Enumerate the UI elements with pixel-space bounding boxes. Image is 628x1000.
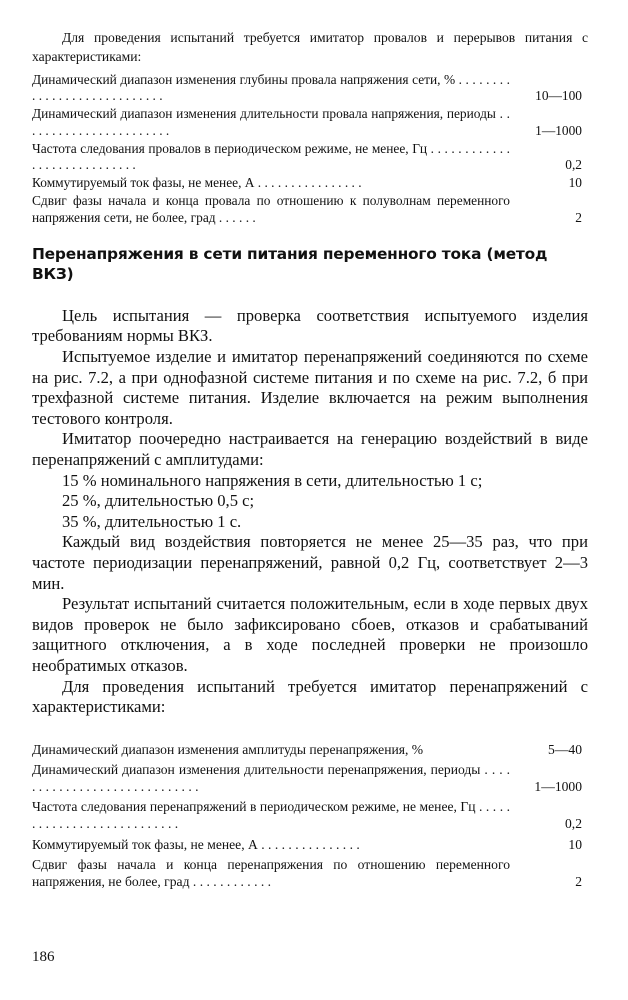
- page-number: 186: [32, 949, 55, 965]
- spec-label: Сдвиг фазы начала и конца провала по отношению к полуволнам переменного напряжения сети, не более, град . . . . . .: [32, 193, 510, 225]
- spec-row: [32, 106, 588, 138]
- body-paragraph: 25 %, длительностью 0,5 с;: [62, 491, 255, 511]
- spec-row: [32, 193, 588, 225]
- page-content: [32, 28, 588, 894]
- spec-label: Динамический диапазон изменения амплитуды перенапряжения, %: [32, 741, 424, 757]
- spec-row: [32, 141, 588, 173]
- spec-value: 1—1000: [534, 778, 582, 794]
- spec-row: [32, 762, 588, 795]
- spec-label: Коммутируемый ток фазы, не менее, А . . . . . . . . . . . . . . .: [32, 836, 360, 852]
- spec-value: 10: [568, 836, 582, 852]
- spec-label: Коммутируемый ток фазы, не менее, А . . . . . . . . . . . . . . . .: [32, 175, 362, 191]
- intro-paragraph: Для проведения испытаний требуется имитатор провалов и перерывов питания с характеристиками:: [32, 30, 588, 64]
- spec-label: Частота следования перенапряжений в периодическом режиме, не менее, Гц . . . . . . . . . . . . . . . . . . . . . . . . . . .: [32, 799, 510, 832]
- spec-value: 2: [575, 873, 582, 889]
- spec-label: Динамический диапазон изменения глубины провала напряжения сети, % . . . . . . . . . . . . . . . . . . . . . . . . . . . .: [32, 72, 510, 104]
- body-paragraph: 15 % номинального напряжения в сети, длительностью 1 с;: [62, 470, 483, 490]
- body-paragraph: 35 %, длительностью 1 с.: [62, 511, 242, 531]
- body-paragraph: Имитатор поочередно настраивается на генерацию воздействий в виде перенапряжений с амплитудами:: [32, 429, 588, 469]
- spec-label: Сдвиг фазы начала и конца перенапряжения по отношению переменного напряжения, не более, град . . . . . . . . . . . .: [32, 857, 510, 889]
- spec-value: 1—1000: [535, 122, 582, 138]
- section-heading: Перенапряжения в сети питания переменного тока (метод ВКЗ): [32, 244, 548, 283]
- spec-label: Частота следования провалов в периодическом режиме, не менее, Гц . . . . . . . . . . . . . . . . . . . . . . . . . . . .: [32, 140, 510, 173]
- spec-row: [32, 837, 588, 854]
- spec-value: 2: [575, 209, 582, 225]
- spec-row: [32, 857, 588, 890]
- spec-row: [32, 799, 588, 832]
- spec-value: 10—100: [535, 88, 582, 104]
- body-paragraph: Каждый вид воздействия повторяется не менее 25—35 раз, что при частоте периодизации перенапряжений, равной 0,2 Гц, соответствует 2—3 мин.: [32, 532, 588, 593]
- spec-row: [32, 175, 588, 191]
- spec-list-overvoltage: [32, 742, 588, 891]
- spec-value: 10: [568, 175, 582, 191]
- spec-label: Динамический диапазон изменения длительности провала напряжения, периоды . . . . . . . . . . . . . . . . . . . . . . .: [32, 106, 510, 138]
- body-paragraph: Испытуемое изделие и имитатор перенапряжений соединяются по схеме на рис. 7.2, а при однофазной системе питания и по схеме на рис. 7.2, б при трехфазной системе питания. Изделие включается на режим выполнения тестового контроля.: [32, 347, 588, 428]
- body-paragraph: Результат испытаний считается положительным, если в ходе первых двух видов проверок не было зафиксировано сбоев, отказов и срабатываний защитного отключения, а в ходе последней проверки не произошло необратимых отказов.: [32, 594, 588, 675]
- spec-row: [32, 742, 588, 759]
- spec-label: Динамический диапазон изменения длительности перенапряжения, периоды . . . . . . . . . . . . . . . . . . . . . . . . . . . . .: [32, 762, 510, 794]
- body-paragraph: Цель испытания — проверка соответствия испытуемого изделия требованиям нормы ВКЗ.: [32, 305, 588, 346]
- spec-value: 5—40: [548, 741, 582, 757]
- spec-value: 0,2: [565, 816, 582, 832]
- body-paragraph: Для проведения испытаний требуется имитатор перенапряжений с характеристиками:: [32, 676, 588, 717]
- spec-row: [32, 72, 588, 104]
- spec-value: 0,2: [565, 157, 582, 173]
- spec-list-dips: [32, 72, 588, 226]
